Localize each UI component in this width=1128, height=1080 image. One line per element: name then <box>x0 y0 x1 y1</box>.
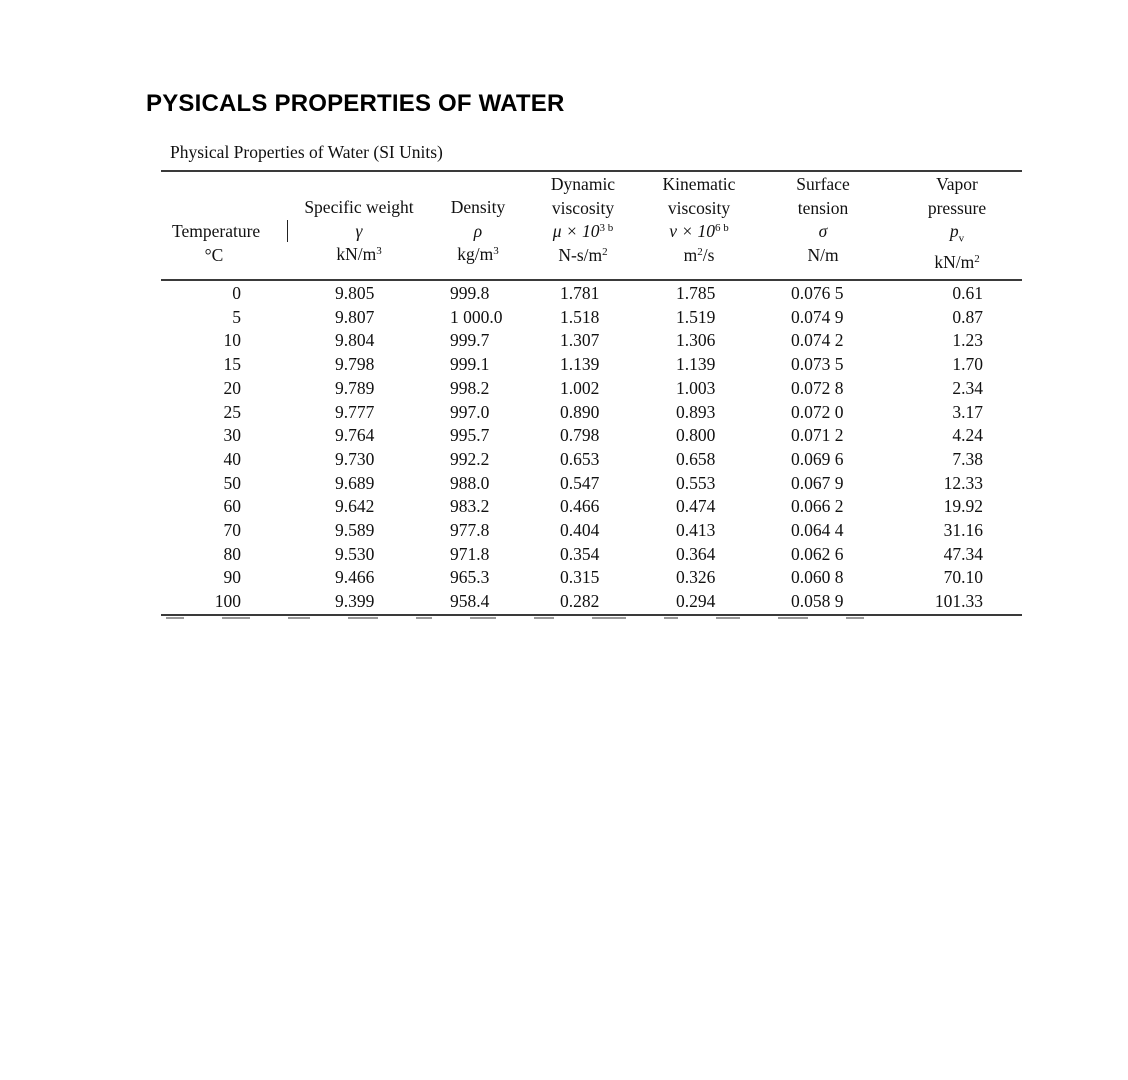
cell-temperature: 15 <box>223 354 241 375</box>
header-dynamic-viscosity-line2: viscosity <box>551 197 615 218</box>
table-caption: Physical Properties of Water (SI Units) <box>170 142 443 162</box>
cell-density: 998.2 <box>450 377 490 398</box>
cell-kinematic-viscosity: 1.139 <box>676 354 716 375</box>
cell-specific-weight: 9.399 <box>335 591 375 612</box>
cell-surface-tension: 0.076 5 <box>791 283 844 303</box>
cell-dynamic-viscosity: 1.139 <box>560 354 600 375</box>
header-kinematic-viscosity-unit: $m^2/s$ <box>683 244 715 265</box>
cell-density: 999.7 <box>450 330 490 351</box>
cell-density: 988.0 <box>450 472 490 493</box>
cell-kinematic-viscosity: 1.519 <box>676 306 716 327</box>
header-kinematic-viscosity-line2: viscosity <box>667 197 731 218</box>
cell-surface-tension: 0.067 9 <box>791 472 844 493</box>
header-vapor-pressure-unit: $kN/m^2$ <box>934 252 980 272</box>
header-vapor-pressure-symbol: $p_v$ <box>949 221 965 245</box>
header-surface-tension-unit: N/m <box>807 244 839 265</box>
cell-kinematic-viscosity: 1.785 <box>676 283 716 303</box>
header-specific-weight <box>290 196 428 267</box>
header-dynamic-viscosity <box>530 173 636 267</box>
header-density-symbol: ρ <box>473 220 483 241</box>
cell-kinematic-viscosity: 0.893 <box>676 401 716 422</box>
cell-surface-tension: 0.062 6 <box>791 543 844 564</box>
cell-density: 958.4 <box>450 591 490 612</box>
header-density-name: Density <box>450 197 506 217</box>
header-kinematic-viscosity <box>646 173 752 267</box>
cell-kinematic-viscosity: 0.553 <box>676 472 716 493</box>
cell-specific-weight: 9.798 <box>335 354 375 375</box>
cell-vapor-pressure: 4.24 <box>952 425 983 446</box>
cell-vapor-pressure: 3.17 <box>952 401 983 422</box>
cell-dynamic-viscosity: 1.518 <box>560 306 600 327</box>
cell-temperature: 20 <box>223 377 241 398</box>
cell-temperature: 0 <box>232 283 241 303</box>
cell-density: 971.8 <box>450 543 490 564</box>
header-dynamic-viscosity-line1: Dynamic <box>550 174 616 194</box>
cell-vapor-pressure: 0.61 <box>952 283 983 303</box>
cell-temperature: 70 <box>223 520 241 540</box>
cell-temperature: 60 <box>223 496 241 517</box>
cell-dynamic-viscosity: 0.315 <box>560 567 600 588</box>
header-dynamic-viscosity-unit: $N-s/m^2$ <box>558 244 608 265</box>
cell-surface-tension: 0.072 8 <box>791 377 844 398</box>
cell-vapor-pressure: 19.92 <box>943 496 983 517</box>
cropped-footnote <box>166 617 1016 625</box>
header-dynamic-viscosity-symbol: $\mu \times 10^{3 b}$ <box>552 221 614 241</box>
header-specific-weight-symbol: γ <box>355 220 363 241</box>
table-bottom-rule <box>161 614 1022 616</box>
cell-kinematic-viscosity: 1.306 <box>676 330 716 351</box>
cell-surface-tension: 0.058 9 <box>791 591 844 612</box>
cell-vapor-pressure: 70.10 <box>943 567 983 588</box>
cell-temperature: 80 <box>223 543 241 564</box>
cell-kinematic-viscosity: 0.800 <box>676 425 716 446</box>
cell-temperature: 25 <box>223 401 241 422</box>
header-vapor-pressure-line2: pressure <box>927 197 987 218</box>
cell-kinematic-viscosity: 1.003 <box>676 377 716 398</box>
header-surface-tension-line2: tension <box>797 197 849 218</box>
cell-density: 977.8 <box>450 520 490 540</box>
cell-specific-weight: 9.805 <box>335 283 375 303</box>
table-top-rule <box>161 170 1022 172</box>
cell-kinematic-viscosity: 0.294 <box>676 591 716 612</box>
cell-temperature: 100 <box>214 591 241 612</box>
header-vapor-pressure-line1: Vapor <box>936 174 978 194</box>
cell-dynamic-viscosity: 0.466 <box>560 496 600 517</box>
cell-surface-tension: 0.073 5 <box>791 354 844 375</box>
cell-surface-tension: 0.071 2 <box>791 425 844 446</box>
cell-specific-weight: 9.642 <box>335 496 375 517</box>
cell-specific-weight: 9.466 <box>335 567 375 588</box>
header-surface-tension <box>776 173 870 267</box>
cell-vapor-pressure: 1.70 <box>952 354 983 375</box>
header-kinematic-viscosity-line1: Kinematic <box>662 174 736 194</box>
cell-vapor-pressure: 47.34 <box>943 543 983 564</box>
cell-density: 992.2 <box>450 448 490 469</box>
cell-vapor-pressure: 31.16 <box>943 520 983 540</box>
header-vapor-pressure <box>910 173 1004 275</box>
cell-density: 1 000.0 <box>450 306 503 327</box>
header-surface-tension-line1: Surface <box>796 174 850 194</box>
cell-specific-weight: 9.789 <box>335 377 375 398</box>
cell-surface-tension: 0.066 2 <box>791 496 844 517</box>
cell-surface-tension: 0.074 2 <box>791 330 844 351</box>
cell-specific-weight: 9.530 <box>335 543 375 564</box>
cell-dynamic-viscosity: 0.282 <box>560 591 600 612</box>
cell-dynamic-viscosity: 0.354 <box>560 543 600 564</box>
cell-vapor-pressure: 2.34 <box>952 377 983 398</box>
cell-kinematic-viscosity: 0.326 <box>676 567 716 588</box>
cell-dynamic-viscosity: 1.781 <box>560 283 600 303</box>
cell-vapor-pressure: 7.38 <box>952 448 983 469</box>
cell-temperature: 40 <box>223 448 241 469</box>
cell-specific-weight: 9.689 <box>335 472 375 493</box>
header-kinematic-viscosity-symbol: $v \times 10^{6 b}$ <box>669 221 729 241</box>
cell-dynamic-viscosity: 0.653 <box>560 448 600 469</box>
header-density <box>440 196 516 267</box>
header-temperature-unit: °C <box>204 244 224 265</box>
cell-vapor-pressure: 0.87 <box>952 306 983 327</box>
cell-kinematic-viscosity: 0.364 <box>676 543 716 564</box>
cell-specific-weight: 9.804 <box>335 330 375 351</box>
cell-dynamic-viscosity: 0.798 <box>560 425 600 446</box>
header-surface-tension-symbol: σ <box>818 221 828 241</box>
cell-temperature: 50 <box>223 472 241 493</box>
cell-density: 997.0 <box>450 401 490 422</box>
cell-kinematic-viscosity: 0.413 <box>676 520 716 540</box>
cell-vapor-pressure: 12.33 <box>943 472 983 493</box>
cell-specific-weight: 9.777 <box>335 401 375 422</box>
header-temperature-name: Temperature <box>172 221 261 241</box>
cell-temperature: 30 <box>223 425 241 446</box>
cell-temperature: 5 <box>232 306 241 327</box>
cell-density: 983.2 <box>450 496 490 517</box>
cell-dynamic-viscosity: 1.307 <box>560 330 600 351</box>
header-divider <box>287 220 288 242</box>
cell-dynamic-viscosity: 0.404 <box>560 520 600 540</box>
cell-vapor-pressure: 1.23 <box>952 330 983 351</box>
cell-surface-tension: 0.064 4 <box>791 520 844 540</box>
header-density-unit: $kg/m^3$ <box>457 244 499 264</box>
cell-dynamic-viscosity: 0.547 <box>560 472 600 493</box>
header-temperature <box>172 220 276 267</box>
header-specific-weight-unit: $kN/m^3$ <box>336 244 382 264</box>
cell-density: 999.8 <box>450 283 490 303</box>
cell-specific-weight: 9.730 <box>335 448 375 469</box>
cell-surface-tension: 0.069 6 <box>791 448 844 469</box>
cell-dynamic-viscosity: 0.890 <box>560 401 600 422</box>
cell-vapor-pressure: 101.33 <box>934 591 983 612</box>
page-title: PYSICALS PROPERTIES OF WATER <box>146 90 565 117</box>
cell-density: 995.7 <box>450 425 490 446</box>
cell-kinematic-viscosity: 0.658 <box>676 448 716 469</box>
cell-temperature: 90 <box>223 567 241 588</box>
cell-density: 999.1 <box>450 354 490 375</box>
cell-temperature: 10 <box>223 330 241 351</box>
cell-surface-tension: 0.072 0 <box>791 401 844 422</box>
table-header-rule <box>161 279 1022 281</box>
cell-specific-weight: 9.589 <box>335 520 375 540</box>
cell-kinematic-viscosity: 0.474 <box>676 496 716 517</box>
cell-dynamic-viscosity: 1.002 <box>560 377 600 398</box>
cell-surface-tension: 0.074 9 <box>791 306 844 327</box>
cell-specific-weight: 9.807 <box>335 306 375 327</box>
cell-density: 965.3 <box>450 567 490 588</box>
cell-specific-weight: 9.764 <box>335 425 375 446</box>
cell-surface-tension: 0.060 8 <box>791 567 844 588</box>
header-specific-weight-name: Specific weight <box>304 197 414 217</box>
